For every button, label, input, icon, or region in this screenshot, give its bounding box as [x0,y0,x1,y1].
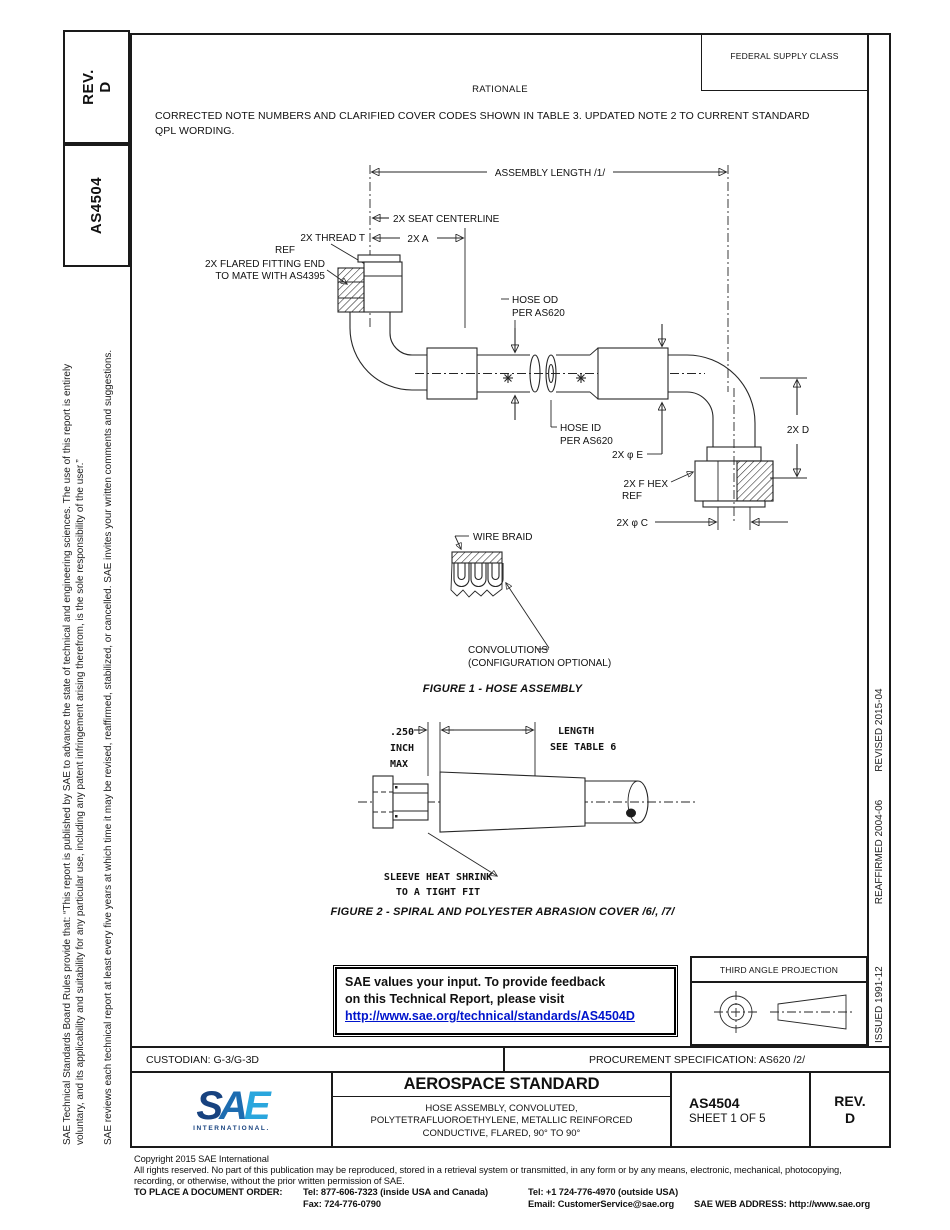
revised-date: REVISED 2015-04 [874,688,885,772]
figure2-abrasion-cover-drawing [350,714,710,909]
federal-supply-class-label: FEDERAL SUPPLY CLASS [730,50,839,61]
sae-logo-subtext: INTERNATIONAL. [193,1124,270,1132]
issued-date: ISSUED 1991-12 [874,966,885,1043]
sae-logo-letters: SAE [196,1083,267,1128]
rationale-title: RATIONALE [472,84,528,95]
document-number: AS4504 [689,1094,740,1111]
revision-cell [811,1073,889,1146]
conductive-mark-right [576,373,586,383]
rev-value: D [96,81,114,93]
third-angle-projection-title: THIRD ANGLE PROJECTION [692,958,866,983]
left-disclaimer-paragraph-1 [62,277,87,1145]
title-block [130,1071,891,1148]
procurement-cell: PROCUREMENT SPECIFICATION: AS620 /2/ [588,1053,806,1066]
flared-fitting-label-1: 2X FLARED FITTING END [204,259,325,270]
wire-braid-label: WIRE BRAID [473,532,533,543]
dim-c-label: 2X φ C [616,518,648,529]
flared-fitting-label-2: TO MATE WITH AS4395 [215,271,325,282]
sleeve-label-1: SLEEVE HEAT SHRINK [383,872,493,883]
revision-label: REV. [834,1092,866,1109]
feedback-line-2: on this Technical Report, please visit [345,992,565,1006]
rev-label: REV. [79,69,97,105]
hex-label: 2X F HEX [623,479,668,490]
figure1-hose-assembly-drawing [185,160,865,672]
thread-ref-label: REF [275,245,295,256]
web-address: SAE WEB ADDRESS: http://www.sae.org [694,1199,871,1209]
assembly-length-label: ASSEMBLY LENGTH /1/ [494,168,606,179]
rationale-text: CORRECTED NOTE NUMBERS AND CLARIFIED COVER CODES SHOWN IN TABLE 3. UPDATED NOTE 2 TO CURRENT STANDARD QPL WORDING. [155,110,810,137]
order-label: TO PLACE A DOCUMENT ORDER: [134,1187,283,1197]
doc-number-vertical: AS4504 [88,176,105,235]
federal-supply-class-box [701,35,867,91]
feedback-link[interactable]: http://www.sae.org/technical/standards/AS4504D [345,1009,635,1023]
copyright-line: Copyright 2015 SAE International [134,1154,269,1164]
fax-number: Fax: 724-776-0790 [303,1199,381,1209]
right-strip-divider [867,33,869,1046]
disclaimer-line-3: SAE reviews each technical report at least every five years at which time it may be revised, reaffirmed, stabilized, or cancelled. SAE invites your written comments and suggestions. [103,349,114,1145]
thread-label: 2X THREAD T [300,233,365,244]
disclaimer-line-2: voluntary, and its applicability and suitability for any particular use, including any patent infringement arising therefrom, is the sole responsibility of the user.” [74,459,86,1145]
hose-od-label-2: PER AS620 [512,308,565,319]
reaffirmed-date: REAFFIRMED 2004-06 [874,799,885,905]
rights-line-1: All rights reserved. No part of this publication may be reproduced, stored in a retrieval system or transmitted, in any form or by any means, electronic, mechanical, photocopying, [134,1165,842,1175]
dim-a-label: 2X A [407,234,429,245]
custodian-row [130,1046,891,1073]
revision-history-vertical [874,43,885,1043]
tel-outside: Tel: +1 724-776-4970 (outside USA) [528,1187,679,1197]
conductive-mark-left [503,373,513,383]
doc-number-box [63,144,130,267]
document-type-title: AEROSPACE STANDARD [333,1073,670,1097]
third-angle-projection-box [690,956,868,1046]
subtitle-line-1: HOSE ASSEMBLY, CONVOLUTED, [425,1102,578,1114]
dim-250-label-2: INCH [390,743,415,754]
sae-logo [132,1073,333,1146]
feedback-line-1: SAE values your input. To provide feedback [345,975,606,989]
dim-250-label-3: MAX [390,759,409,770]
hex-ref-label: REF [622,491,642,502]
sleeve-label-2: TO A TIGHT FIT [395,887,481,898]
hose-id-label-2: PER AS620 [560,436,613,447]
length-label-1: LENGTH [558,726,595,737]
custodian-cell: CUSTODIAN: G-3/G-3D [132,1048,505,1071]
seat-centerline-label: 2X SEAT CENTERLINE [393,214,500,225]
tel-inside: Tel: 877-606-7323 (inside USA and Canada) [303,1187,489,1197]
email-address: Email: CustomerService@sae.org [528,1199,675,1209]
dim-250-label-1: .250 [390,727,415,738]
sheet-number: SHEET 1 OF 5 [689,1112,766,1125]
hose-id-label-1: HOSE ID [560,423,602,434]
third-angle-projection-symbol [692,983,866,1042]
document-number-cell [672,1073,811,1146]
subtitle-line-3: CONDUCTIVE, FLARED, 90° TO 90° [422,1127,581,1139]
convolutions-label-2: (CONFIGURATION OPTIONAL) [468,658,612,669]
figure2-caption: FIGURE 2 - SPIRAL AND POLYESTER ABRASION COVER /6/, /7/ [330,906,675,918]
revision-value: D [844,1109,856,1126]
convolutions-label-1: CONVOLUTIONS [468,645,549,656]
document-subtitle [333,1097,670,1146]
disclaimer-line-1: SAE Technical Standards Board Rules provide that: “This report is published by SAE to advance the state of technical and engineering sciences. The use of this report is entirely [62,363,73,1145]
convolution-loops [451,563,503,597]
left-disclaimer-paragraph-2 [103,277,116,1145]
rev-box [63,30,130,144]
rights-line-2: recording, or otherwise, without the prior written permission of SAE. [134,1176,405,1186]
length-label-2: SEE TABLE 6 [550,742,617,753]
feedback-box [335,967,676,1035]
dim-d-label: 2X D [786,425,810,436]
hose-od-label-1: HOSE OD [512,295,559,306]
subtitle-line-2: POLYTETRAFLUOROETHYLENE, METALLIC REINFORCED [370,1115,633,1127]
dim-e-label: 2X φ E [612,450,643,461]
title-cell [333,1073,672,1146]
figure1-caption: FIGURE 1 - HOSE ASSEMBLY [422,683,583,695]
